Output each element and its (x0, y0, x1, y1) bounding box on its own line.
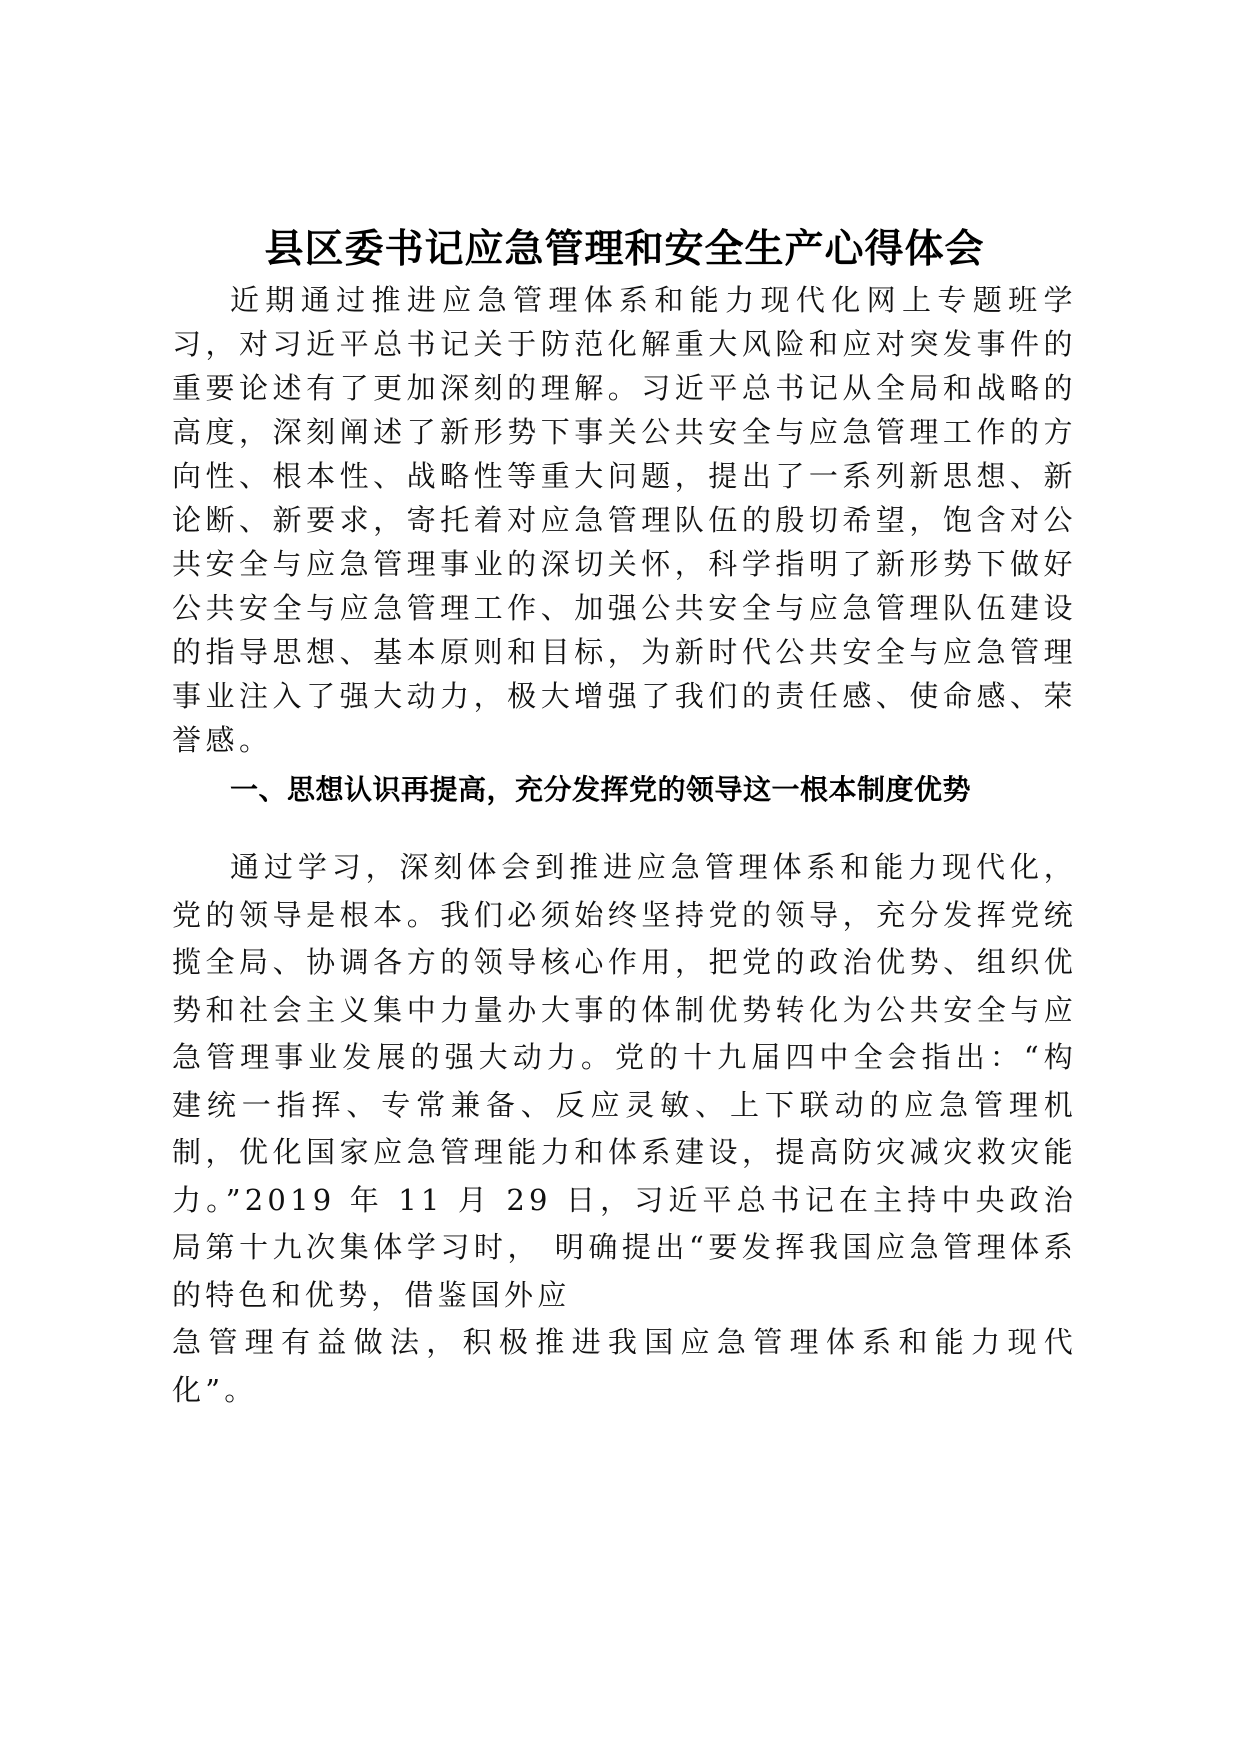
section-heading-1: 一、思想认识再提高，充分发挥党的领导这一根本制度优势 (230, 773, 972, 806)
section-1-paragraph (172, 844, 1077, 1414)
section-1-paragraph-text: 通过学习，深刻体会到推进应急管理体系和能力现代化，党的领导是根本。我们必须始终坚持党的领导，充分发挥党统揽全局、协调各方的领导核心作用，把党的政治优势、组织优势和社会主义集中力量办大事的体制优势转化为公共安全与应急管理事业发展的强大动力。党的十九届四中全会指出：“构建统一指挥、专常兼备、反应灵敏、上下联动的应急管理机制，优化国家应急管理能力和体系建设，提高防灾减灾救灾能力。”2019 年 11 月 29 日，习近平总书记在主持中央政治局第十九次集体学习时， 明确提出“要发挥我国应急管理体系的特色和优势，借鉴国外应 (172, 850, 1077, 1312)
intro-paragraph: 近期通过推进应急管理体系和能力现代化网上专题班学习，对习近平总书记关于防范化解重大风险和应对突发事件的重要论述有了更加深刻的理解。习近平总书记从全局和战略的高度，深刻阐述了新形势下事关公共安全与应急管理工作的方向性、根本性、战略性等重大问题，提出了一系列新思想、新论断、新要求，寄托着对应急管理队伍的殷切希望，饱含对公共安全与应急管理事业的深切关怀，科学指明了新形势下做好公共安全与应急管理工作、加强公共安全与应急管理队伍建设的指导思想、基本原则和目标，为新时代公共安全与应急管理事业注入了强大动力，极大增强了我们的责任感、使命感、荣誉感。 (172, 283, 1077, 757)
section-1-paragraph-tail: 急管理有益做法，积极推进我国应急管理体系和能力现代化”。 (172, 1325, 1077, 1407)
document-body (172, 222, 1077, 1414)
document-title: 县区委书记应急管理和安全生产心得体会 (264, 227, 985, 272)
